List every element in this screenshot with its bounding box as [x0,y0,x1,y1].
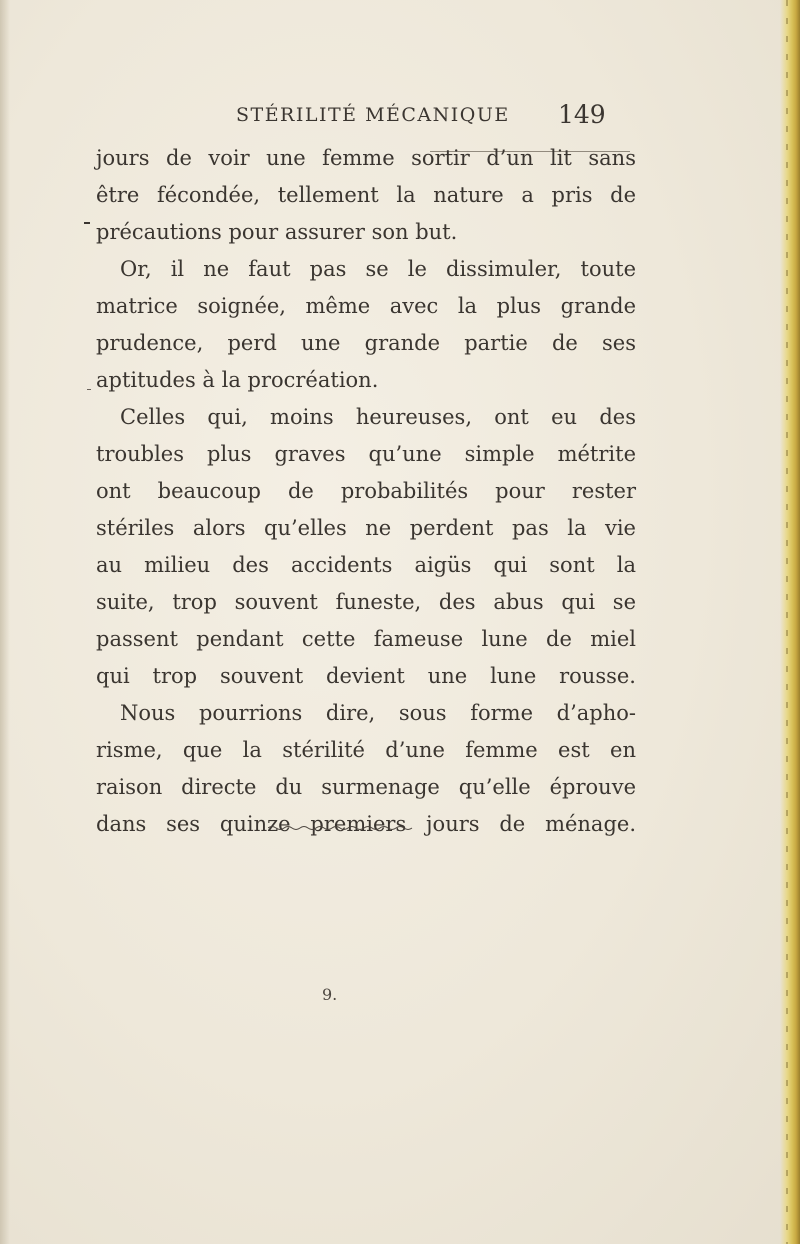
text-line: matrice soignée, même avec la plus grande [96,294,636,318]
text-line: au milieu des accidents aigüs qui sont la [96,553,636,577]
text-line: jours de voir une femme sortir d’un lit sans [96,146,636,170]
text-line: stériles alors qu’elles ne perdent pas la vie [96,516,636,540]
ornamental-divider [268,823,416,833]
text-line: aptitudes à la procréation. [96,368,379,392]
text-line: qui trop souvent devient une lune rousse. [96,664,636,688]
margin-tick [87,389,91,390]
text-line: raison directe du surmenage qu’elle éprouve [96,775,636,799]
text-line: suite, trop souvent funeste, des abus qui se [96,590,636,614]
body-text [96,140,636,843]
text-line: Nous pourrions dire, sous forme d’apho- [120,701,636,725]
page-gilt-edge [780,0,800,1244]
text-line: troubles plus graves qu’une simple métrite [96,442,636,466]
page-number: 149 [558,100,606,129]
text-line: prudence, perd une grande partie de ses [96,331,636,355]
text-line: être fécondée, tellement la nature a pris de [96,183,636,207]
signature-mark: 9. [322,985,338,1004]
page-gutter-shadow [0,0,10,1244]
margin-mark [84,222,90,224]
text-line: Or, il ne faut pas se le dissimuler, toute [120,257,636,281]
text-line: risme, que la stérilité d’une femme est en [96,738,636,762]
text-line: passent pendant cette fameuse lune de miel [96,627,636,651]
running-head [0,96,800,136]
text-line: Celles qui, moins heureuses, ont eu des [120,405,636,429]
running-title: STÉRILITÉ MÉCANIQUE [236,104,510,126]
text-line: dans ses quinze premiers jours de ménage. [96,812,636,836]
text-line: précautions pour assurer son but. [96,220,458,244]
text-line: ont beaucoup de probabilités pour rester [96,479,636,503]
